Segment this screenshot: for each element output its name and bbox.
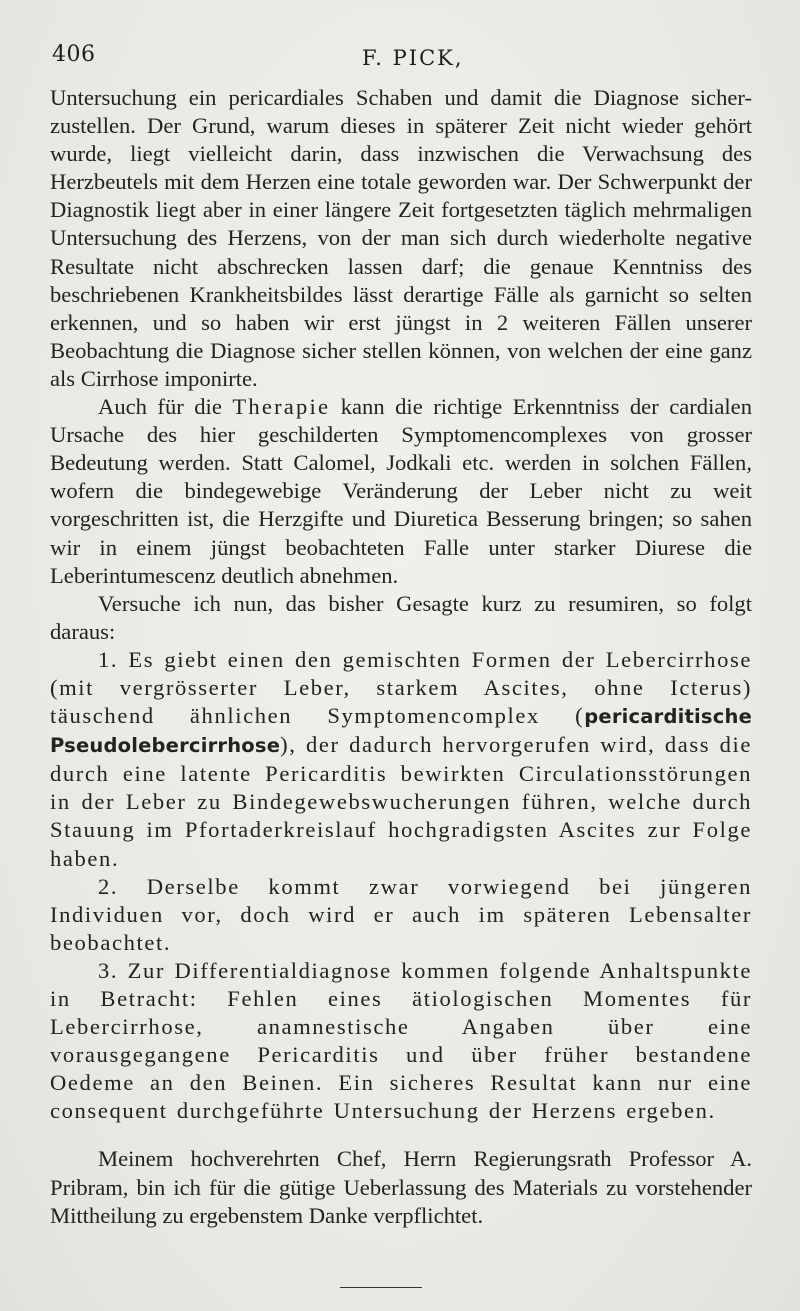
running-head: F. PICK, [362, 46, 464, 70]
section-gap [50, 1125, 752, 1145]
summary-item-1-lead: 1. Es giebt einen den gemischten Formen der Lebercirrhose (mit vergrösserter Leber, starkem Ascites, ohne Icterus) täuschend ähnlichen Symptomencomplex ( [50, 646, 752, 729]
summary-item-2: 2. Derselbe kommt zwar vorwiegend bei jüngeren Individuen vor, doch wird er auch im späteren Lebensalter beobachtet. [50, 873, 752, 955]
summary-item-1 [50, 646, 752, 873]
main-text [50, 84, 752, 1230]
paragraph-therapy [50, 393, 752, 590]
therapy-lead: Auch für die [98, 394, 233, 420]
page-header [52, 40, 752, 80]
therapy-term: Therapie [232, 394, 331, 420]
acknowledgement: Meinem hochverehrten Chef, Herrn Regierungsrath Professor A. Pribram, bin ich für die gütige Ueberlassung des Materials zu vorstehender Mittheilung zu ergebenstem Danke verpflichtet. [50, 1146, 752, 1228]
therapy-text: kann die richtige Erkenntniss der cardialen Ursache des hier geschilderten Symptomencomplexes von grosser Bedeutung werden. Statt Calomel, Jodkali etc. werden in solchen Fällen, wofern die bindegewebige Veränderung der Leber nicht zu weit vorgeschritten ist, die Herzgifte und Diuretica Besserung bringen; so sahen wir in einem jüngst beobachteten Falle unter starker Diurese die Leberintumescenz deutlich abnehmen. [50, 394, 752, 588]
summary-item-3: 3. Zur Differentialdiagnose kommen folgende Anhaltspunkte in Betracht: Fehlen eines ätiologischen Momentes für Lebercirrhose, anamnestische Angaben über eine vorausgegangene Pericarditis und über früher bestandene Oedeme an den Beinen. Ein sicheres Resultat kann nur eine consequent durchgeführte Untersuchung der Herzens ergeben. [50, 957, 752, 1124]
summary-item-1-text: ), der dadurch hervorgerufen wird, dass die durch eine latente Pericarditis bewirkten Circulationsstörungen in der Leber zu Bindegewebswucherungen führen, welche durch Stauung im Pfortaderkreislauf hochgradigsten Ascites zur Folge haben. [50, 732, 752, 871]
summary-list [50, 646, 752, 1126]
closing-rule [340, 1287, 422, 1288]
paragraph-summary-intro: Versuche ich nun, das bisher Gesagte kurz zu resumiren, so folgt daraus: [50, 590, 752, 644]
paragraph-diagnosis: Untersuchung ein pericardiales Schaben und damit die Diagnose sicher-zustellen. Der Grund, warum dieses in späterer Zeit nicht wieder gehört wurde, liegt vielleicht darin, dass inzwischen die Verwachsung des Herzbeutels mit dem Herzen eine totale geworden war. Der Schwerpunkt der Diagnostik liegt aber in einer längere Zeit fortgesetzten täglich mehrmaligen Untersuchung des Herzens, von der man sich durch wiederholte negative Resultate nicht abschrecken lassen darf; die genaue Kenntniss des beschriebenen Krankheitsbildes lässt derartige Fälle als garnicht so selten erkennen, und so haben wir erst jüngst in 2 weiteren Fällen unserer Beobachtung die Diagnose sicher stellen können, von welchen der eine ganz als Cirrhose imponirte. [50, 85, 752, 391]
page-number: 406 [52, 42, 96, 67]
summary-item-1-term: pericarditische Pseudolebercirrhose [50, 705, 752, 758]
